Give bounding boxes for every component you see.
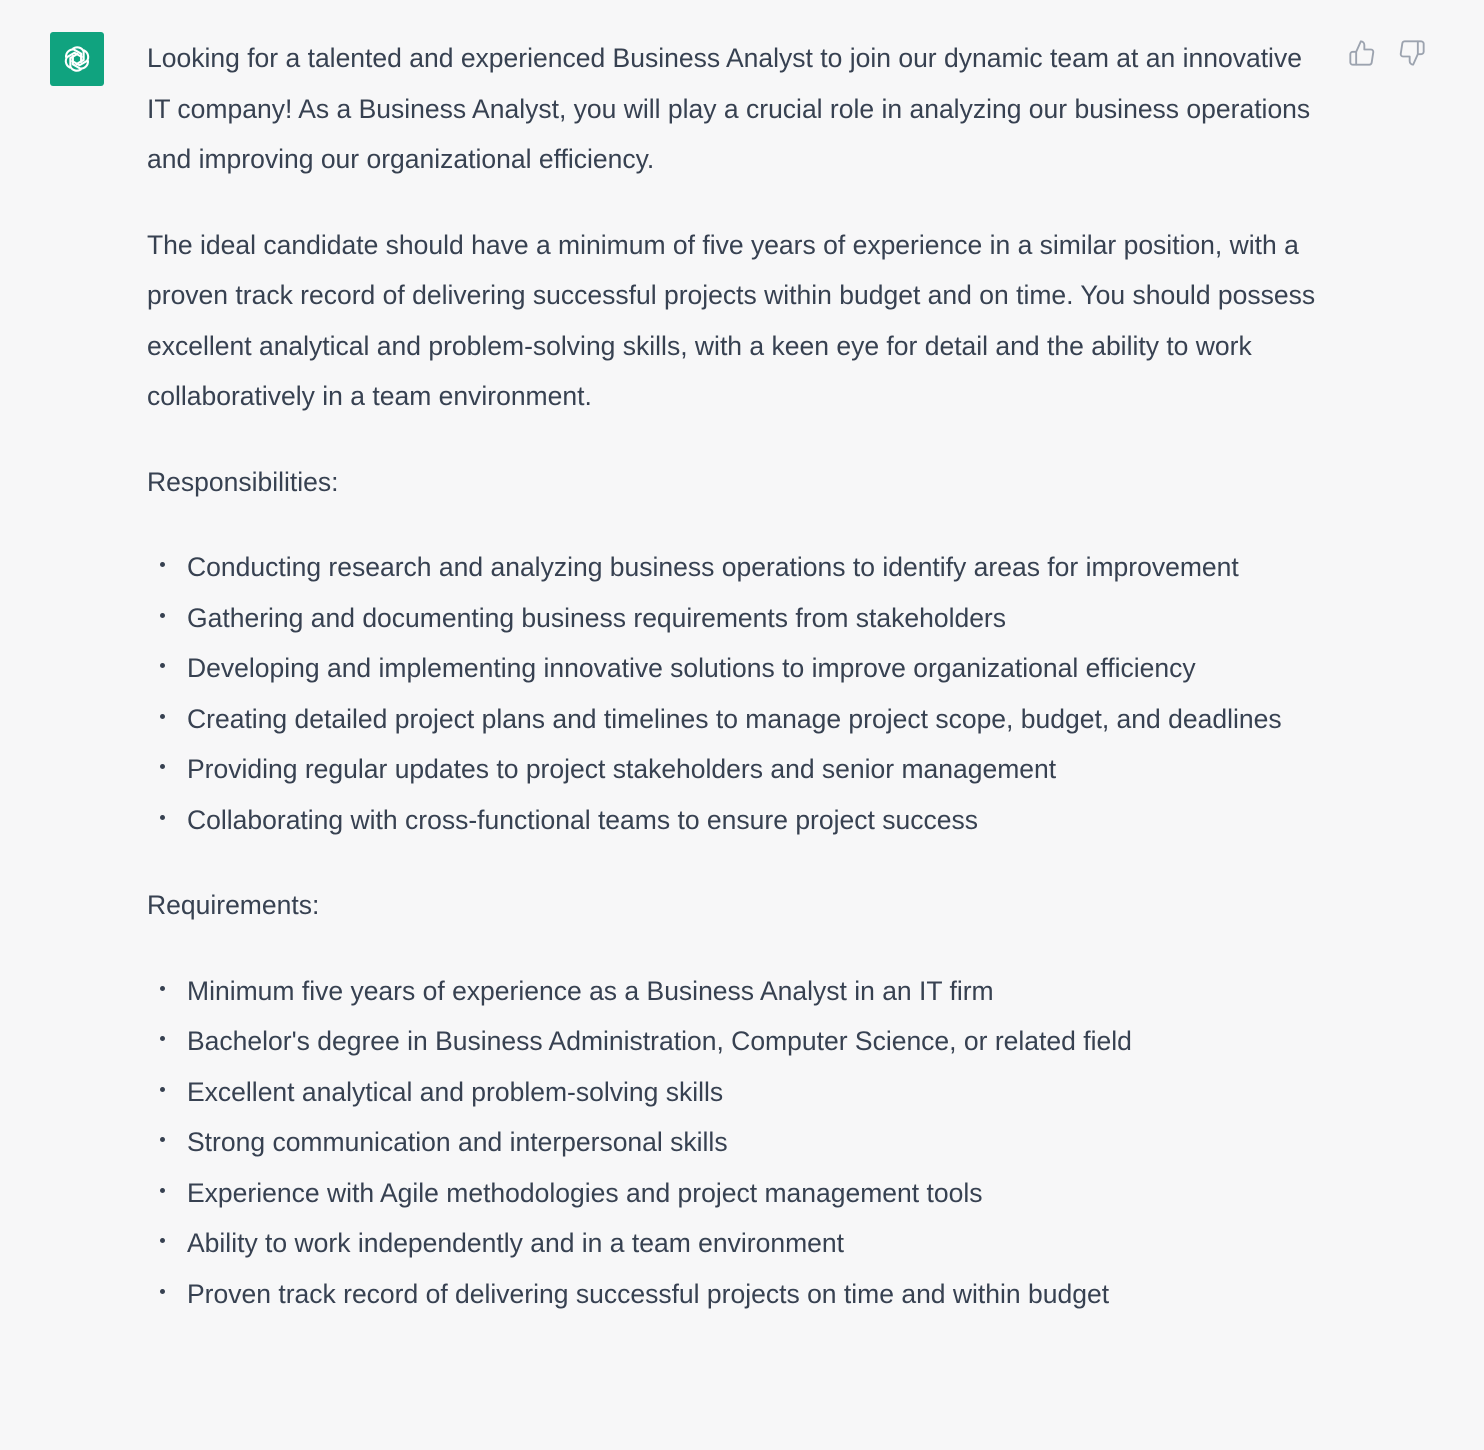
- list-item: Proven track record of delivering successful projects on time and within budget: [147, 1269, 1327, 1320]
- feedback-buttons: [1348, 38, 1426, 68]
- list-item: Bachelor's degree in Business Administration, Computer Science, or related field: [147, 1016, 1327, 1067]
- requirements-list: [147, 966, 1327, 1320]
- responsibilities-list: [147, 542, 1327, 845]
- responsibilities-heading: Responsibilities:: [147, 466, 339, 497]
- list-item: Providing regular updates to project stakeholders and senior management: [147, 744, 1327, 795]
- list-item: Excellent analytical and problem-solving skills: [147, 1067, 1327, 1118]
- list-item: Developing and implementing innovative solutions to improve organizational efficiency: [147, 643, 1327, 694]
- thumbs-down-icon: [1398, 39, 1426, 67]
- thumbs-up-icon: [1348, 39, 1376, 67]
- thumbs-down-button[interactable]: [1398, 38, 1426, 68]
- openai-logo-icon: [58, 40, 96, 78]
- list-item: Creating detailed project plans and timelines to manage project scope, budget, and deadlines: [147, 694, 1327, 745]
- list-item: Gathering and documenting business requirements from stakeholders: [147, 593, 1327, 644]
- list-item: Strong communication and interpersonal skills: [147, 1117, 1327, 1168]
- thumbs-up-button[interactable]: [1348, 38, 1376, 68]
- list-item: Conducting research and analyzing business operations to identify areas for improvement: [147, 542, 1327, 593]
- list-item: Ability to work independently and in a team environment: [147, 1218, 1327, 1269]
- list-item: Minimum five years of experience as a Business Analyst in an IT firm: [147, 966, 1327, 1017]
- intro-paragraph: Looking for a talented and experienced Business Analyst to join our dynamic team at an innovative IT company! As a Business Analyst, you will play a crucial role in analyzing our business operations and improving our organizational efficiency.: [147, 43, 1311, 174]
- assistant-avatar: [50, 32, 104, 86]
- assistant-message: [147, 33, 1327, 1354]
- candidate-paragraph: The ideal candidate should have a minimum of five years of experience in a similar position, with a proven track record of delivering successful projects within budget and on time. You should possess excellent analytical and problem-solving skills, with a keen eye for detail and the ability to work collaboratively in a team environment.: [147, 229, 1316, 411]
- list-item: Experience with Agile methodologies and project management tools: [147, 1168, 1327, 1219]
- requirements-heading: Requirements:: [147, 890, 320, 920]
- list-item: Collaborating with cross-functional teams to ensure project success: [147, 795, 1327, 846]
